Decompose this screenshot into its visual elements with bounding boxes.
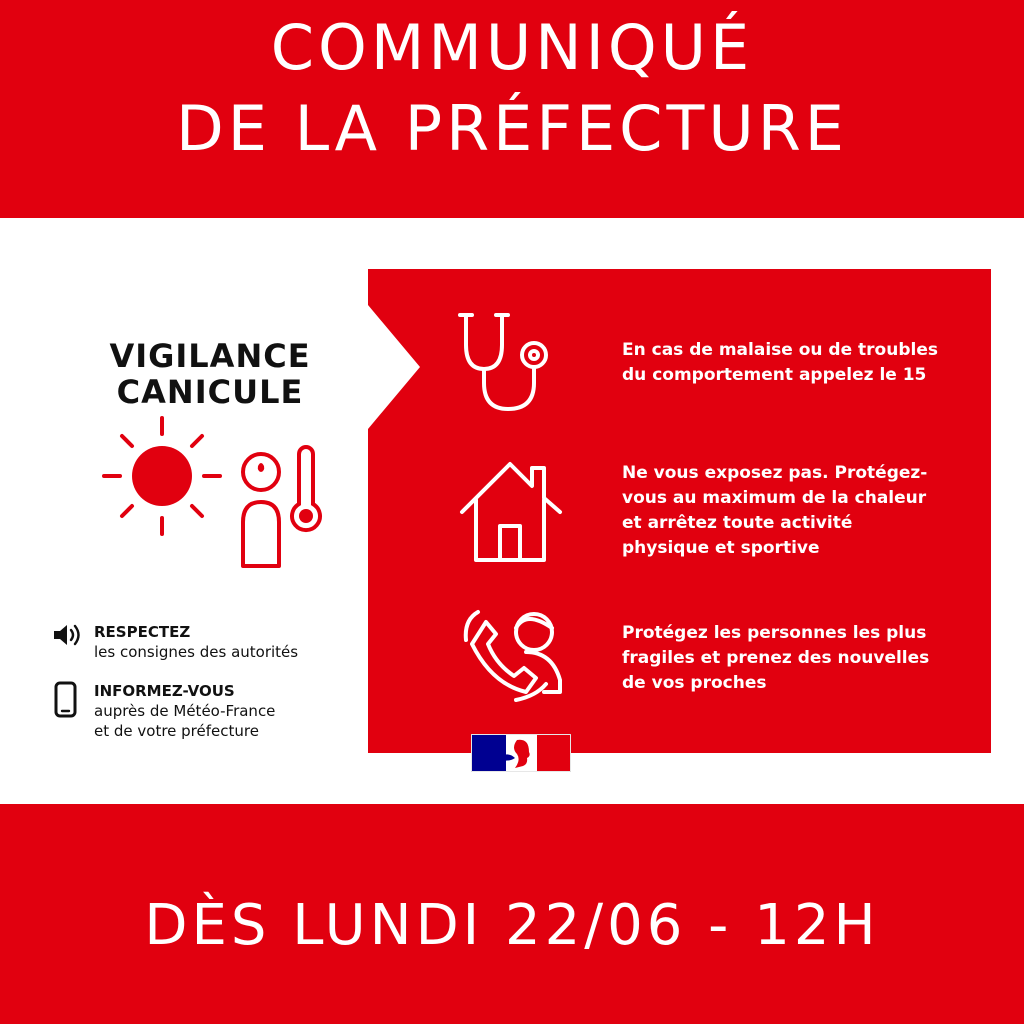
sun-icon [104,418,220,534]
item-heat-line1: Ne vous exposez pas. Protégez- [622,463,928,483]
republique-logo [471,734,571,772]
item-protect-line2: fragiles et prenez des nouvelles [622,648,930,668]
header-title-line1: COMMUNIQUÉ [270,11,754,84]
item-heat-line4: physique et sportive [622,538,820,558]
item-emergency-line2: du comportement appelez le 15 [622,365,927,385]
header-title-line2: DE LA PRÉFECTURE [176,92,848,165]
advice-inform-line1: auprès de Météo-France [94,702,276,720]
item-heat-line3: et arrêtez toute activité [622,513,853,533]
item-heat-line2: vous au maximum de la chaleur [622,488,927,508]
advice-respect-heading: RESPECTEZ [94,623,191,641]
item-emergency-text [622,338,982,388]
sweating-person-icon [243,454,279,566]
stethoscope-icon [450,305,560,420]
advice-inform-line2: et de votre préfecture [94,722,259,740]
advice-respect [52,622,352,666]
panel-notch [368,305,422,429]
advice-inform-heading: INFORMEZ-VOUS [94,682,235,700]
phone-person-icon [456,600,572,712]
item-protect-text [622,621,982,696]
thermometer-icon [292,447,320,530]
vigilance-title-line1: VIGILANCE [109,337,311,375]
item-protect-line1: Protégez les personnes les plus [622,623,927,643]
smartphone-icon [52,681,80,719]
advice-respect-text: les consignes des autorités [94,643,299,661]
item-heat-text [622,461,982,561]
speaker-icon [52,622,84,648]
advice-inform [52,681,352,747]
item-protect-line3: de vos proches [622,673,767,693]
heatwave-illustration [98,414,328,574]
vigilance-title-line2: CANICULE [116,373,304,411]
item-emergency-line1: En cas de malaise ou de troubles [622,340,938,360]
footer-date: DÈS LUNDI 22/06 - 12H [144,893,880,958]
header-banner [0,0,1024,218]
house-icon [456,456,568,566]
vigilance-title [60,338,360,410]
